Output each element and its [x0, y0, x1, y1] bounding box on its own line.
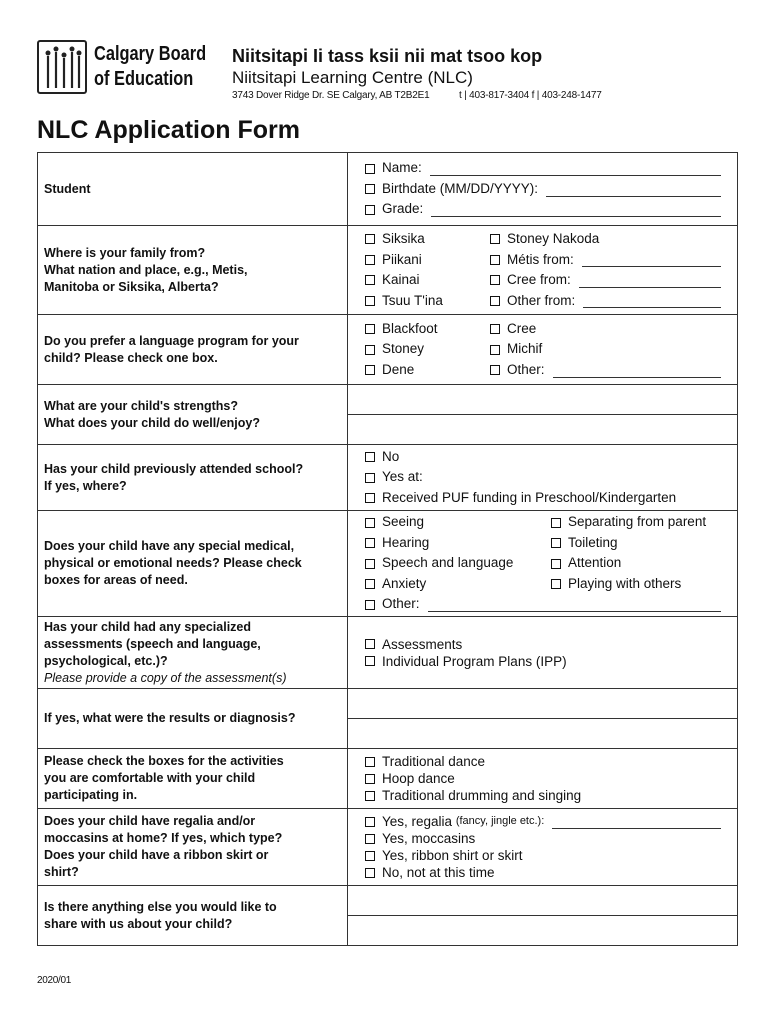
application-table	[37, 152, 738, 946]
option	[365, 553, 551, 574]
q-line: If yes, where?	[44, 478, 127, 493]
row-assessments	[38, 617, 738, 689]
checkbox[interactable]	[365, 365, 375, 375]
option	[365, 512, 551, 533]
checkbox[interactable]	[365, 639, 375, 649]
option	[365, 229, 490, 250]
a-regalia	[348, 809, 738, 886]
option	[551, 512, 737, 533]
option	[365, 787, 737, 804]
option	[365, 533, 551, 554]
option	[365, 291, 490, 312]
row-results	[38, 689, 738, 749]
option	[365, 250, 490, 271]
option	[365, 574, 551, 595]
label: Blackfoot	[382, 320, 438, 336]
answer-line[interactable]	[348, 719, 737, 748]
q-strengths	[38, 385, 348, 445]
a-share[interactable]	[348, 886, 738, 946]
label: Tsuu T'ina	[382, 292, 443, 308]
q-line: Where is your family from?	[44, 245, 206, 260]
option	[490, 360, 737, 381]
regalia-field[interactable]	[552, 814, 721, 829]
birthdate-field[interactable]	[546, 182, 721, 197]
label: Hoop dance	[382, 771, 455, 786]
other-from-field[interactable]	[583, 293, 721, 308]
checkbox[interactable]	[365, 791, 375, 801]
label: Toileting	[568, 534, 618, 550]
label: Stoney Nakoda	[507, 231, 600, 246]
footer-date: 2020/01	[37, 975, 72, 986]
label: Received PUF funding in Preschool/Kindergarten	[382, 489, 677, 505]
q-line: share with us about your child?	[44, 916, 233, 931]
label: Playing with others	[568, 575, 682, 591]
checkbox[interactable]	[365, 868, 375, 878]
option	[365, 339, 490, 360]
row-strengths	[38, 385, 738, 445]
label: Assessments	[382, 636, 463, 652]
q-line: Do you prefer a language program for your	[44, 333, 299, 348]
label: Piikani	[382, 251, 422, 267]
q-line: What nation and place, e.g., Metis,	[44, 262, 248, 277]
label: Seeing	[382, 514, 425, 530]
q-line: Please check the boxes for the activities	[44, 754, 284, 768]
form-title: NLC Application Form	[37, 116, 300, 144]
option	[490, 229, 737, 250]
label: Dene	[382, 361, 415, 377]
checkbox[interactable]	[551, 579, 561, 589]
q-family	[38, 226, 348, 315]
checkbox[interactable]	[365, 656, 375, 666]
q-line: physical or emotional needs? Please check	[44, 556, 302, 570]
checkbox[interactable]	[365, 774, 375, 784]
q-student: Student	[38, 153, 348, 226]
a-school	[348, 445, 738, 511]
checkbox[interactable]	[365, 296, 375, 306]
name-option	[365, 158, 737, 179]
checkbox[interactable]	[365, 452, 375, 462]
option	[490, 319, 737, 340]
checkbox[interactable]	[365, 275, 375, 285]
option	[365, 594, 737, 615]
option	[365, 488, 737, 509]
name-field[interactable]	[430, 161, 721, 176]
option	[490, 270, 737, 291]
label: Yes, regalia	[382, 814, 453, 829]
label: Grade:	[382, 201, 424, 217]
q-assessments	[38, 617, 348, 689]
option	[365, 847, 737, 864]
a-student	[348, 153, 738, 226]
a-activities	[348, 749, 738, 809]
label: Cree from:	[507, 272, 571, 287]
option	[551, 533, 737, 554]
checkbox[interactable]	[365, 164, 375, 174]
q-line: Manitoba or Siksika, Alberta?	[44, 279, 219, 294]
answer-line[interactable]	[348, 916, 737, 945]
q-note: Please provide a copy of the assessment(s)	[44, 670, 287, 685]
q-line: Does your child have regalia and/or	[44, 814, 256, 828]
row-school	[38, 445, 738, 511]
label: Birthdate (MM/DD/YYYY):	[382, 180, 539, 196]
q-line: What are your child's strengths?	[44, 398, 238, 413]
label: Kainai	[382, 272, 420, 287]
a-needs	[348, 511, 738, 617]
option	[365, 653, 737, 670]
q-line: moccasins at home? If yes, which type?	[44, 831, 283, 845]
option	[365, 636, 737, 653]
option	[365, 360, 490, 381]
cbe-logo	[37, 40, 207, 98]
option	[551, 553, 737, 574]
label: Stoney	[382, 341, 425, 357]
grade-option	[365, 199, 737, 220]
checkbox[interactable]	[551, 559, 561, 569]
label: Cree	[507, 320, 537, 336]
option	[365, 830, 737, 847]
header-address: 3743 Dover Ridge Dr. SE Calgary, AB T2B2E1	[232, 90, 430, 101]
checkbox[interactable]	[365, 538, 375, 548]
label: Hearing	[382, 534, 430, 550]
checkbox[interactable]	[365, 255, 375, 265]
q-needs	[38, 511, 348, 617]
q-line: What does your child do well/enjoy?	[44, 415, 260, 430]
checkbox[interactable]	[490, 296, 500, 306]
q-line: boxes for areas of need.	[44, 573, 188, 587]
q-line: child? Please check one box.	[44, 350, 218, 365]
label: Yes, moccasins	[382, 831, 476, 846]
label: No, not at this time	[382, 865, 495, 880]
label: Other:	[382, 596, 420, 612]
checkbox[interactable]	[490, 275, 500, 285]
metis-field[interactable]	[582, 252, 721, 267]
option	[365, 753, 737, 770]
q-line: you are comfortable with your child	[44, 771, 256, 785]
row-language	[38, 315, 738, 385]
q-results: If yes, what were the results or diagnosis?	[38, 689, 348, 749]
q-line: participating in.	[44, 788, 138, 802]
checkbox[interactable]	[365, 345, 375, 355]
option	[365, 770, 737, 787]
checkbox[interactable]	[490, 365, 500, 375]
label-small: (fancy, jingle etc.):	[455, 815, 545, 827]
a-family	[348, 226, 738, 315]
label: Speech and language	[382, 555, 514, 571]
q-line: Has your child previously attended school?	[44, 461, 304, 476]
option	[365, 813, 737, 830]
checkbox[interactable]	[551, 538, 561, 548]
checkbox[interactable]	[490, 255, 500, 265]
q-activities	[38, 749, 348, 809]
row-share	[38, 886, 738, 946]
option	[365, 467, 737, 488]
label: Traditional dance	[382, 754, 486, 769]
label: Other from:	[507, 292, 576, 308]
answer-line[interactable]	[348, 689, 737, 719]
label: Other:	[507, 361, 545, 377]
checkbox[interactable]	[365, 205, 375, 215]
checkbox[interactable]	[365, 757, 375, 767]
option	[551, 574, 737, 595]
checkbox[interactable]	[365, 600, 375, 610]
checkbox[interactable]	[365, 324, 375, 334]
label: Individual Program Plans (IPP)	[382, 653, 567, 669]
grade-field[interactable]	[431, 202, 721, 217]
label: Siksika	[382, 231, 425, 246]
logo-line2: of Education	[94, 68, 194, 90]
answer-line[interactable]	[348, 415, 737, 444]
option	[365, 319, 490, 340]
label: Yes at:	[382, 469, 423, 485]
birthdate-option	[365, 179, 737, 200]
logo-text	[94, 42, 206, 92]
option	[490, 250, 737, 271]
header-contact	[232, 90, 602, 101]
option	[490, 291, 737, 312]
q-line: Does your child have a ribbon skirt or	[44, 848, 269, 862]
q-line: Does your child have any special medical,	[44, 539, 295, 553]
header-subtitle: Niitsitapi Learning Centre (NLC)	[232, 68, 473, 87]
a-language	[348, 315, 738, 385]
row-student	[38, 153, 738, 226]
checkbox[interactable]	[490, 324, 500, 334]
checkbox[interactable]	[365, 493, 375, 503]
option	[365, 447, 737, 468]
row-family	[38, 226, 738, 315]
answer-line[interactable]	[348, 886, 737, 916]
label: Michif	[507, 341, 543, 357]
row-regalia	[38, 809, 738, 886]
header-phone: t | 403-817-3404 f | 403-248-1477	[459, 90, 602, 101]
q-language	[38, 315, 348, 385]
header-title: Niitsitapi Ii tass ksii nii mat tsoo kop	[232, 46, 543, 66]
q-school	[38, 445, 348, 511]
checkbox[interactable]	[365, 817, 375, 827]
label: Traditional drumming and singing	[382, 788, 582, 803]
label: Yes, ribbon shirt or skirt	[382, 848, 523, 863]
checkbox[interactable]	[365, 184, 375, 194]
q-regalia	[38, 809, 348, 886]
logo-line1: Calgary Board	[94, 43, 207, 65]
q-share	[38, 886, 348, 946]
a-results[interactable]	[348, 689, 738, 749]
q-line: Has your child had any specialized	[44, 619, 252, 634]
other-language-field[interactable]	[553, 363, 721, 378]
checkbox[interactable]	[365, 579, 375, 589]
label: Attention	[568, 555, 622, 571]
row-activities	[38, 749, 738, 809]
other-needs-field[interactable]	[428, 597, 721, 612]
option	[365, 270, 490, 291]
cbe-figures-logo-icon	[37, 40, 87, 94]
label: No	[382, 448, 400, 464]
label: Anxiety	[382, 575, 427, 591]
q-line: psychological, etc.)?	[44, 653, 168, 668]
q-line: assessments (speech and language,	[44, 636, 261, 651]
label: Métis from:	[507, 251, 574, 267]
checkbox[interactable]	[365, 834, 375, 844]
row-needs	[38, 511, 738, 617]
checkbox[interactable]	[490, 345, 500, 355]
label: Separating from parent	[568, 514, 707, 530]
checkbox[interactable]	[365, 851, 375, 861]
option	[490, 339, 737, 360]
checkbox[interactable]	[365, 473, 375, 483]
q-line: shirt?	[44, 865, 79, 879]
answer-line[interactable]	[348, 385, 737, 415]
checkbox[interactable]	[365, 234, 375, 244]
a-strengths[interactable]	[348, 385, 738, 445]
checkbox[interactable]	[551, 518, 561, 528]
a-assessments	[348, 617, 738, 689]
checkbox[interactable]	[490, 234, 500, 244]
q-line: Is there anything else you would like to	[44, 899, 277, 914]
option	[365, 864, 737, 881]
checkbox[interactable]	[365, 518, 375, 528]
cree-field[interactable]	[579, 273, 721, 288]
label: Name:	[382, 160, 422, 176]
checkbox[interactable]	[365, 559, 375, 569]
